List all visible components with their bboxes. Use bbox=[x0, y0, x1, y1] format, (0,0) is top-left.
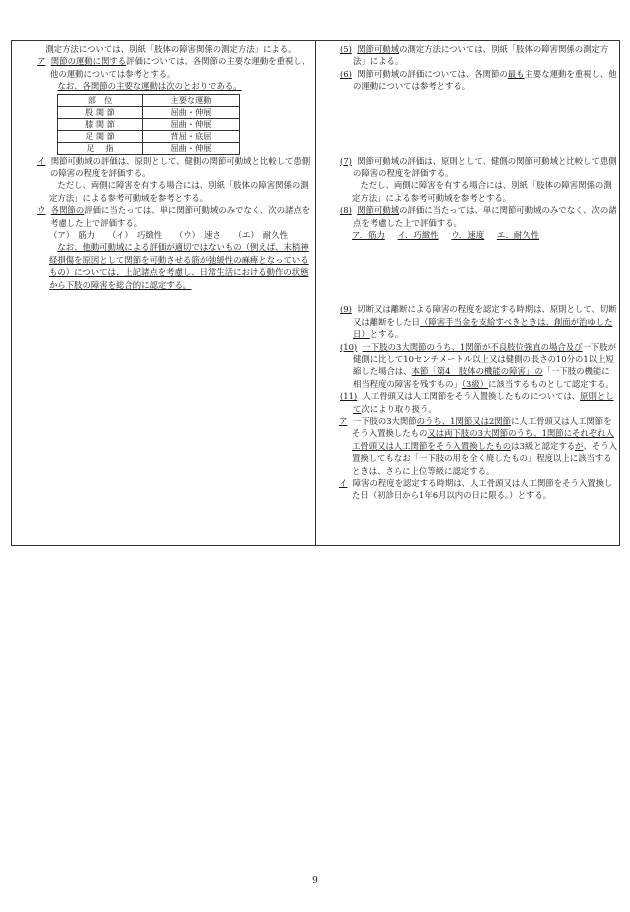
para-6 bbox=[340, 68, 617, 93]
joint-table-header-site: 部 位 bbox=[58, 94, 143, 106]
para-5-number: (5) bbox=[340, 44, 352, 54]
item-a-marker: ア bbox=[37, 56, 46, 67]
page-number: 9 bbox=[312, 876, 318, 886]
blank-space bbox=[340, 241, 617, 253]
para-11-i-text: 障害の程度を認定する時期は、人工骨頭又は人工関節をそう入置換した日（初診日から1年6月以内の日に限る。）とする。 bbox=[352, 478, 613, 501]
para-10-underlined-3: （3級） bbox=[461, 378, 489, 389]
para-6-text-b: 主要な運動を重視し、他の運動については参考とする。 bbox=[353, 68, 617, 92]
para-8-points bbox=[340, 229, 617, 241]
para-9 bbox=[340, 303, 617, 340]
column-divider bbox=[315, 40, 316, 546]
list-item: （ア） 筋力 bbox=[49, 230, 96, 241]
left-column bbox=[37, 43, 313, 291]
para-11-a-text-a: 一下肢の3大関節 bbox=[352, 416, 417, 427]
blank-space bbox=[340, 142, 617, 154]
item-u-underlined: 各関節の bbox=[50, 205, 85, 216]
item-i-note: ただし、両側に障害を有する場合には、別紙「肢体の障害関係の測定方法」による参考可動域を参考とする。 bbox=[49, 180, 309, 203]
list-item: エ．耐久性 bbox=[496, 230, 539, 241]
blank-space bbox=[340, 130, 617, 142]
table-cell: 背屈・底屈 bbox=[143, 130, 240, 142]
para-6-underlined: 最も bbox=[507, 68, 525, 79]
para-5-underlined: 関節可動域 bbox=[357, 44, 400, 54]
table-row bbox=[58, 130, 240, 142]
para-10-text-c: に該当するものとして認定する。 bbox=[488, 378, 614, 389]
para-11-a-marker: ア bbox=[339, 416, 348, 427]
para-10 bbox=[340, 341, 617, 391]
table-cell: 股 関 節 bbox=[58, 106, 143, 118]
table-cell: 屈曲・伸展 bbox=[143, 118, 240, 130]
para-10-text-b: 「一下肢の機能に相当程度の障害を残すもの」 bbox=[353, 366, 610, 389]
para-10-underlined-1: 一下肢の3大関節のうち、1関節が不良肢位強直の場合及び bbox=[362, 341, 583, 352]
para-9-underlined: （障害手当金を支給すべきときは、創面が治ゆした日） bbox=[353, 316, 613, 340]
para-10-text-a: 一下肢が健側に比して10センチメートル以上又は健側の長さの10分の1以上短縮した場合は、 bbox=[353, 341, 617, 377]
table-cell: 屈曲・伸展 bbox=[143, 106, 240, 118]
right-column bbox=[340, 43, 617, 502]
para-11-a-underlined-1: のうち、1関節又は2関節 bbox=[416, 416, 512, 427]
blank-space bbox=[340, 254, 617, 266]
table-cell: 膝 関 節 bbox=[58, 118, 143, 130]
item-a-text: 評価については、各関節の主要な運動を重視し、他の運動については参考とする。 bbox=[50, 56, 311, 79]
table-row bbox=[58, 106, 240, 118]
table-row bbox=[58, 142, 240, 154]
list-item: ウ．速度 bbox=[451, 230, 485, 241]
blank-space bbox=[340, 266, 617, 278]
para-8-underlined: 関節可動域 bbox=[357, 205, 400, 216]
list-item: イ．巧緻性 bbox=[397, 230, 439, 241]
joint-table bbox=[57, 94, 240, 155]
para-11-i bbox=[340, 477, 617, 502]
para-11-a-text-b: に人工骨頭又は人工関節をそう入置換したもの bbox=[352, 416, 612, 439]
para-9-text-b: とする。 bbox=[369, 329, 404, 340]
blank-space bbox=[340, 117, 617, 129]
blank-space bbox=[340, 93, 617, 105]
item-a bbox=[37, 55, 313, 80]
para-11-a-text-d: 、そう入置換してもなお「一下肢の用を全く廃したもの」程度以上に該当するときは、さらに上位等級に認定する。 bbox=[352, 440, 617, 476]
table-cell: 足 関 節 bbox=[58, 130, 143, 142]
para-11-a-underlined-3: が bbox=[575, 440, 584, 451]
para-11 bbox=[340, 390, 617, 415]
list-item: （ウ） 速さ bbox=[174, 230, 221, 241]
para-5 bbox=[340, 43, 617, 68]
para-10-underlined-2: 本節「第4 肢体の機能の障害」の bbox=[411, 366, 543, 377]
para-7-text: 関節可動域の評価は、原則として、健側の関節可動域と比較して患側の障害の程度を評価する。 bbox=[353, 155, 617, 178]
para-11-underlined: 原則として bbox=[353, 391, 614, 414]
para-6-text-a: 関節可動域の評価については、各関節の bbox=[357, 68, 508, 79]
item-u-final-note: なお、他動可動域による評価が適切ではないもの（例えば、末梢神経損傷を原因として関節を可動させる筋が弛緩性の麻痺となっているもの）については、上記諸点を考慮し、日常生活における動作の状態から下肢の障害を総合的に認定する。 bbox=[49, 242, 309, 290]
item-i-text: 関節可動域の評価は、原則として、健側の関節可動域と比較して患側の障害の程度を評価する。 bbox=[50, 155, 311, 179]
item-i-marker: イ bbox=[37, 155, 46, 166]
blank-space bbox=[340, 105, 617, 117]
item-u bbox=[37, 204, 313, 229]
list-item: （イ） 巧緻性 bbox=[107, 230, 163, 241]
table-cell: 屈曲・伸展 bbox=[143, 142, 240, 154]
para-11-i-marker: イ bbox=[339, 478, 348, 489]
item-u-marker: ウ bbox=[37, 205, 46, 216]
list-item: （エ） 耐久性 bbox=[233, 230, 289, 241]
para-8-number: (8) bbox=[340, 205, 352, 216]
para-9-number: (9) bbox=[340, 304, 352, 315]
joint-table-header bbox=[58, 94, 240, 106]
item-i bbox=[37, 155, 313, 180]
para-9-text-a: 切断又は離断による障害の程度を認定する時期は、原則として、切断又は離断をした日 bbox=[353, 304, 617, 327]
blank-space bbox=[340, 291, 617, 303]
table-cell: 足 指 bbox=[58, 142, 143, 154]
para-7-note: ただし、両側に障害を有する場合には、別紙「肢体の障害関係の測定方法」による参考可動域を参考とする。 bbox=[352, 180, 612, 203]
para-11-a-text-c: は3級と認定する bbox=[511, 440, 576, 451]
para-11-text-a: 人工骨頭又は人工関節をそう入置換したものについては、 bbox=[362, 391, 581, 402]
item-a-note: なお、各関節の主要な運動は次のとおりである。 bbox=[57, 81, 242, 92]
para-10-number: (10) bbox=[340, 341, 358, 352]
item-u-points bbox=[37, 229, 313, 241]
para-8-text: の評価に当たっては、単に関節可動域のみでなく、次の諸点を考慮した上で評価する。 bbox=[353, 205, 617, 228]
para-11-a bbox=[340, 415, 617, 477]
para-6-number: (6) bbox=[340, 68, 352, 79]
para-5-text: の測定方法については、別紙「肢体の障害関係の測定方法」による。 bbox=[353, 44, 609, 67]
list-item: ア．筋力 bbox=[352, 230, 385, 241]
para-7 bbox=[340, 155, 617, 180]
para-7-number: (7) bbox=[340, 155, 352, 166]
para-11-text-b: 次により取り扱う。 bbox=[361, 403, 437, 414]
joint-table-header-motion: 主要な運動 bbox=[143, 94, 240, 106]
para-8 bbox=[340, 204, 617, 229]
item-a-underlined: 関節の運動に関する bbox=[50, 56, 127, 67]
table-row bbox=[58, 118, 240, 130]
para-11-a-underlined-2: 又は両下肢の3大関節のうち、1関節にそれぞれ人工骨頭又は人工関節をそう入置換したもの bbox=[352, 428, 614, 451]
intro-text: 測定方法については、別紙「肢体の障害関係の測定方法」による。 bbox=[45, 44, 297, 54]
item-u-text: 評価に当たっては、単に関節可動域のみでなく、次の諸点を考慮した上で評価する。 bbox=[50, 205, 311, 228]
blank-space bbox=[340, 279, 617, 291]
para-11-number: (11) bbox=[340, 391, 358, 402]
